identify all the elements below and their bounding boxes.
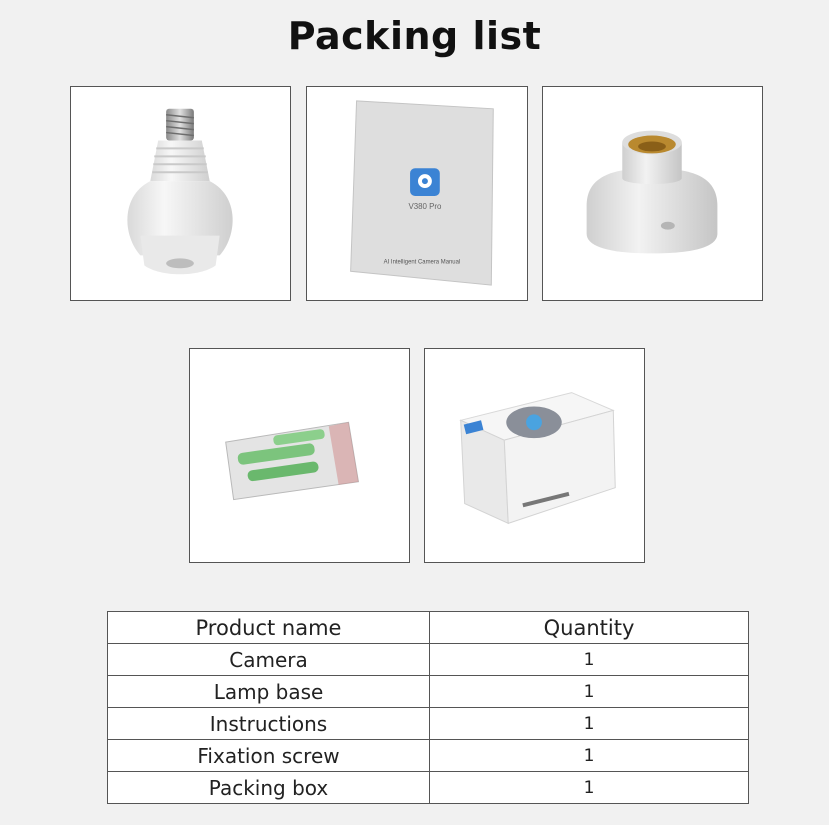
camera-photo — [70, 86, 291, 301]
manual-photo — [306, 86, 528, 301]
manual-brand-text: V380 Pro — [408, 201, 442, 211]
lamp-base-icon — [543, 87, 762, 300]
table-header-row — [108, 612, 749, 644]
table-row — [108, 740, 749, 772]
quantity-cell: 1 — [430, 772, 749, 804]
quantity-cell: 1 — [430, 644, 749, 676]
lamp-base-photo — [542, 86, 763, 301]
screw-bag-icon — [190, 349, 409, 562]
product-name-cell: Fixation screw — [108, 740, 430, 772]
table-row — [108, 676, 749, 708]
product-name-cell: Packing box — [108, 772, 430, 804]
table-row — [108, 708, 749, 740]
packing-box-icon — [425, 349, 644, 562]
header-product-name: Product name — [108, 612, 430, 644]
page-title: Packing list — [287, 14, 542, 58]
table-row — [108, 644, 749, 676]
bulb-camera-icon — [71, 87, 290, 300]
product-name-cell: Camera — [108, 644, 430, 676]
header-quantity: Quantity — [430, 612, 749, 644]
quantity-cell: 1 — [430, 676, 749, 708]
quantity-cell: 1 — [430, 740, 749, 772]
product-name-cell: Instructions — [108, 708, 430, 740]
packing-list-table — [107, 611, 749, 804]
packing-box-photo — [424, 348, 645, 563]
manual-booklet-icon — [307, 87, 527, 300]
product-name-cell: Lamp base — [108, 676, 430, 708]
quantity-cell: 1 — [430, 708, 749, 740]
table-row — [108, 772, 749, 804]
screw-bag-photo — [189, 348, 410, 563]
manual-caption-text: AI Intelligent Camera Manual — [383, 259, 461, 266]
